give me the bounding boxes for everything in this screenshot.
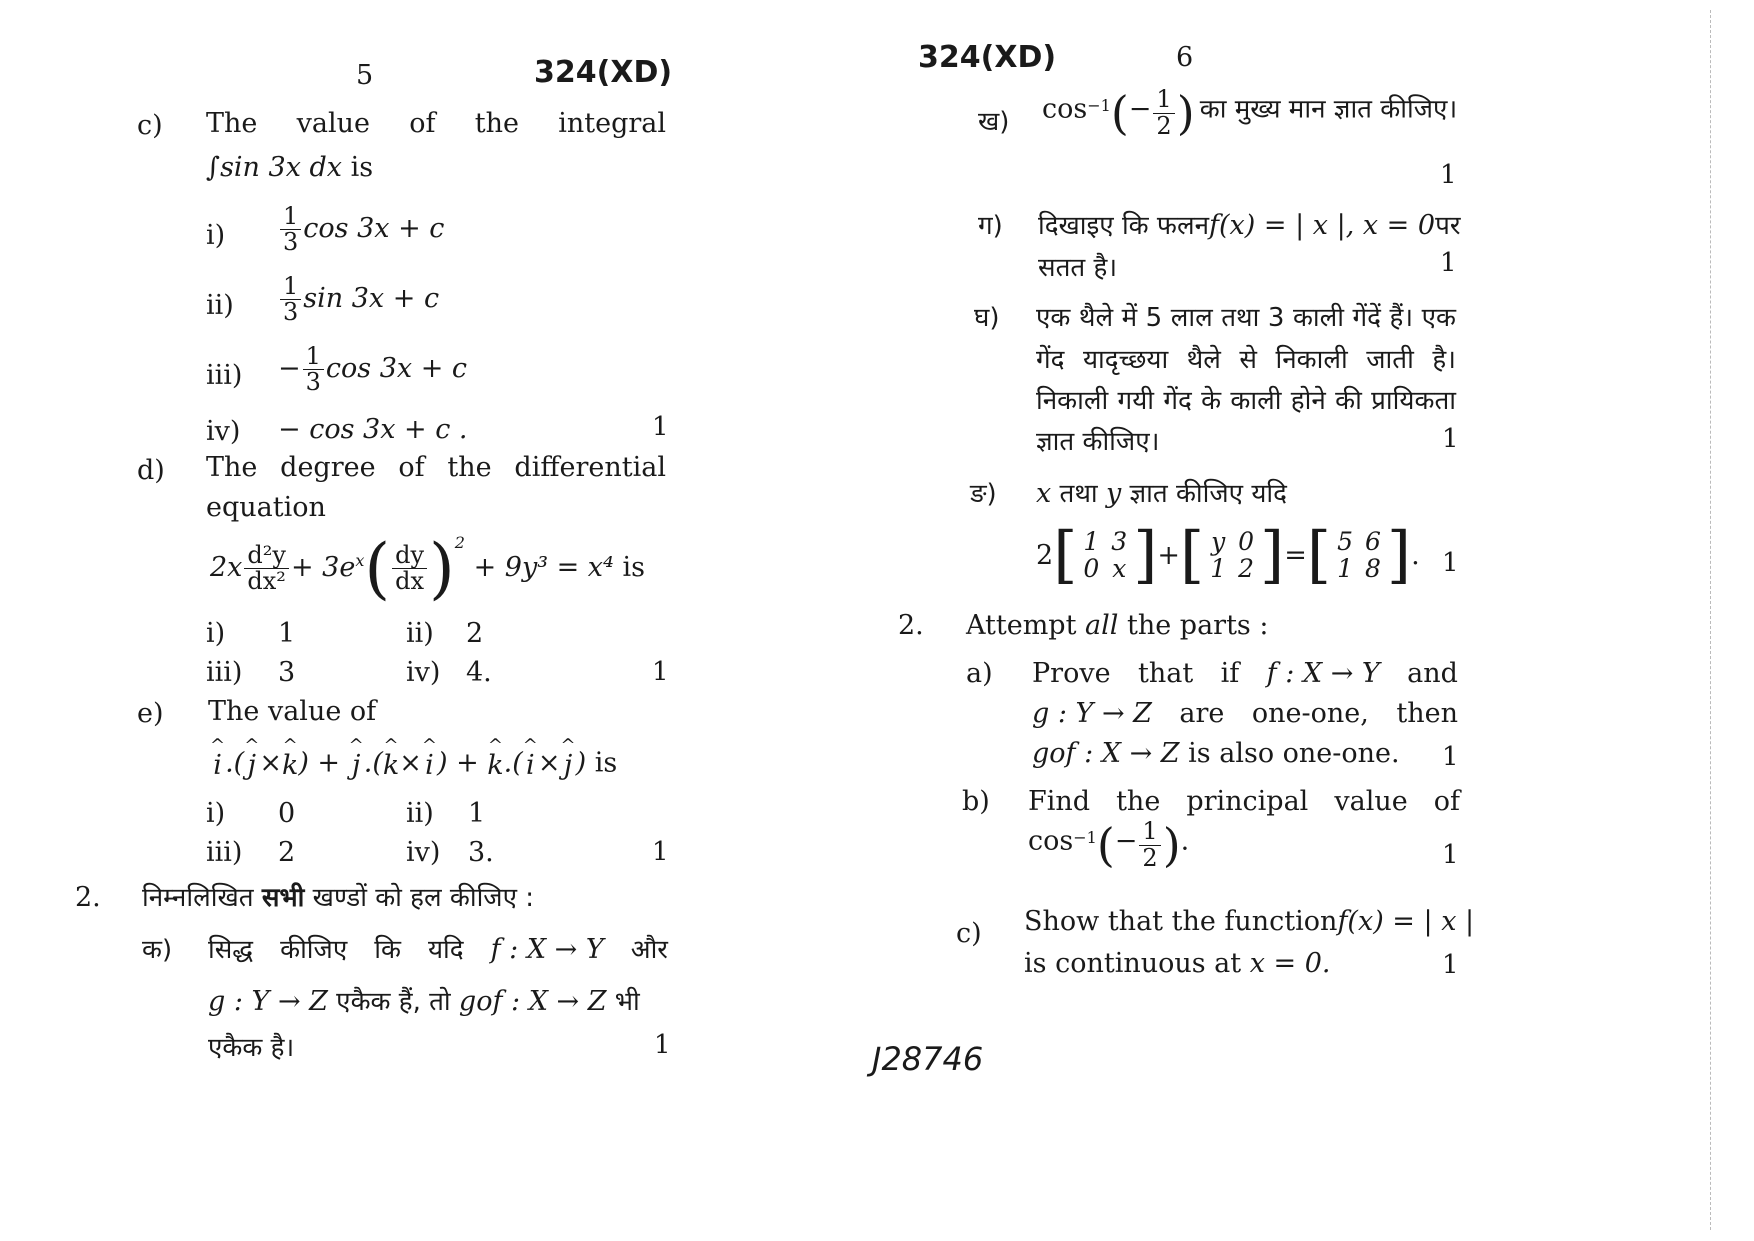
option-value: 4.	[466, 657, 492, 688]
option-value: 0	[278, 798, 296, 829]
option-label: iv)	[406, 657, 441, 688]
question-stem-line: एक थैले में 5 लाल तथा 3 काली गेंदें हैं। एक	[1036, 303, 1456, 333]
left-page	[0, 0, 870, 1241]
question-heading: Attempt all the parts :	[966, 610, 1269, 641]
option-label: ii)	[206, 290, 234, 321]
question-label: क)	[142, 935, 173, 965]
question-stem: Show that the function f(x) = | x |	[1024, 906, 1475, 937]
question-stem-line: गेंद यादृच्छया थैले से निकाली जाती है।	[1036, 345, 1456, 375]
right-page	[870, 0, 1754, 1241]
question-stem-line2: is continuous at x = 0.	[1024, 948, 1331, 979]
question-stem-line2: equation	[206, 492, 326, 523]
question-stem: $\cos^{-1}(-$ $\frac{1}{2}$ ) का मुख्य मान ज्ञात कीजिए।	[1042, 85, 1458, 140]
question-stem-line2: g : Y → Z are one-one, then	[1032, 698, 1458, 729]
option-label: iii)	[206, 837, 243, 868]
question-stem-line3: एकैक है।	[208, 1033, 295, 1063]
marks: 1	[1442, 742, 1459, 772]
page-number: 6	[1176, 42, 1194, 73]
marks: 1	[652, 837, 669, 867]
option-value: − cos 3x + c .	[278, 414, 468, 445]
option-value: 3.	[468, 837, 494, 868]
marks: 1	[652, 657, 669, 687]
cos-inverse-expression: $\cos^{-1}(-$ $\frac{1}{2}$ ).	[1028, 817, 1190, 872]
matrix-a: [ 1 3 0 x ]	[1053, 518, 1158, 591]
option-label: iv)	[206, 416, 241, 447]
question-stem: The value of	[208, 696, 377, 727]
marks: 1	[1440, 160, 1457, 190]
option-value: 2	[466, 618, 484, 649]
question-label: c)	[137, 110, 163, 141]
vector-expression: ^ i .( ^ j × ^ k ) + ^ j .( ^ k × ^ i ) + ^ k .( ^ i × ^ j ) is	[210, 735, 618, 782]
option-label: i)	[206, 220, 226, 251]
question-label: e)	[137, 698, 164, 729]
paper-code: 324(XD)	[918, 40, 1057, 75]
differential-equation: 2x $\frac{\text{d²y}}{\text{dx²}}$ + $3e^x$( $\frac{dy}{dx}$ )$^2$ + 9y³ = x⁴ is	[210, 530, 645, 607]
option-value: 1	[278, 618, 296, 649]
option-label: ii)	[406, 618, 434, 649]
option-label: i)	[206, 618, 226, 649]
option-label: iii)	[206, 360, 243, 391]
integral-expression: ∫sin 3x dx is	[206, 152, 374, 183]
matrix-equation: 2 [ 1 3 0 x ] + [ y 0 1 2 ] = [ 5 6 1 8 ] .	[1036, 518, 1420, 591]
question-stem-line: ज्ञात कीजिए।	[1036, 427, 1160, 457]
question-stem: The value of the integral	[206, 108, 666, 139]
question-label: ङ)	[970, 479, 997, 509]
paper-code: 324(XD)	[534, 55, 673, 90]
option-value: 2	[278, 837, 296, 868]
question-label: ग)	[978, 211, 1003, 241]
matrix-b: [ y 0 1 2 ]	[1180, 518, 1285, 591]
question-stem: Find the principal value of	[1028, 786, 1460, 817]
option-value: $\frac{1}{3}$ sin 3x + c	[278, 274, 439, 325]
question-stem: दिखाइए कि फलन f(x) = | x |, x = 0 पर	[1038, 210, 1461, 241]
question-label: ख)	[978, 107, 1010, 137]
marks: 1	[654, 1030, 671, 1060]
option-value: − $\frac{1}{3}$ cos 3x + c	[278, 342, 468, 397]
option-value: 1	[468, 798, 486, 829]
question-stem-line2: g : Y → Z एकैक हैं, तो gof : X → Z भी	[208, 986, 640, 1017]
option-label: iii)	[206, 657, 243, 688]
matrix-c: [ 5 6 1 8 ]	[1306, 518, 1412, 591]
option-label: iv)	[406, 837, 441, 868]
question-stem-line3: gof : X → Z is also one-one.	[1032, 738, 1400, 769]
marks: 1	[652, 412, 669, 442]
option-label: ii)	[406, 798, 434, 829]
question-label: b)	[962, 786, 990, 817]
question-stem-line: निकाली गयी गेंद के काली होने की प्रायिकता	[1036, 386, 1456, 416]
footer-code: J28746	[872, 1040, 984, 1078]
option-value: $\frac{1}{3}$ cos 3x + c	[278, 204, 444, 255]
question-number: 2.	[75, 882, 101, 913]
marks: 1	[1440, 248, 1457, 278]
question-label: d)	[137, 455, 165, 486]
question-stem: The degree of the differential	[206, 452, 666, 483]
question-stem-line2: सतत है।	[1038, 253, 1118, 283]
option-label: i)	[206, 798, 226, 829]
option-value: 3	[278, 657, 296, 688]
page-edge	[1710, 10, 1715, 1230]
question-number: 2.	[898, 610, 924, 641]
question-heading: निम्नलिखित सभी खण्डों को हल कीजिए :	[142, 883, 534, 913]
page-number: 5	[356, 60, 374, 91]
marks: 1	[1442, 840, 1459, 870]
question-stem: सिद्ध कीजिए कि यदि f : X → Y और	[208, 934, 668, 965]
question-label: c)	[956, 918, 982, 949]
question-stem: Prove that if f : X → Y and	[1032, 658, 1458, 689]
marks: 1	[1442, 424, 1459, 454]
marks: 1	[1442, 548, 1459, 578]
marks: 1	[1442, 950, 1459, 980]
question-label: a)	[966, 658, 993, 689]
question-stem: x तथा y ज्ञात कीजिए यदि	[1036, 478, 1287, 509]
question-label: घ)	[974, 303, 1000, 333]
